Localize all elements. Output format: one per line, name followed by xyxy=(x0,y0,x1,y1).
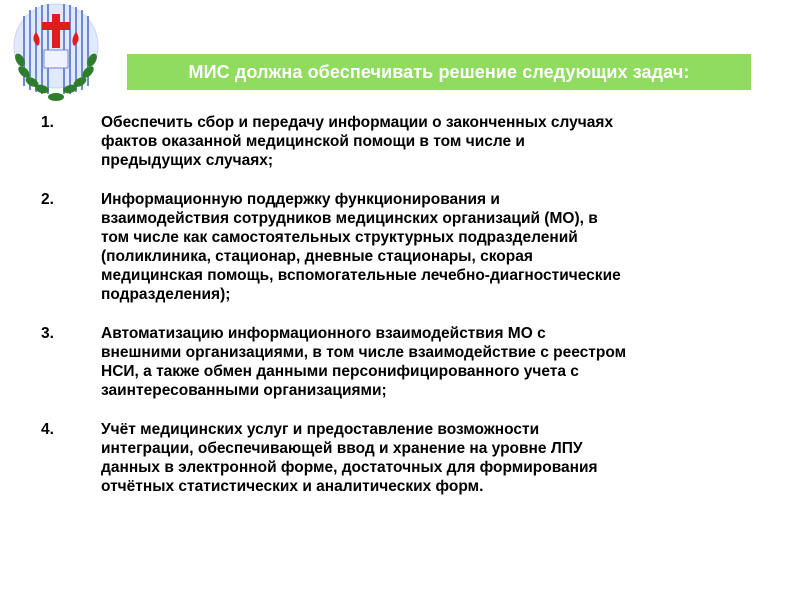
task-text: Автоматизацию информационного взаимодействия МО с внешними организациями, в том числе взаимодействие с реестром НСИ, а также обмен данными персонифицированного учета с заинтересованными организациями; xyxy=(101,325,627,399)
task-list xyxy=(0,113,800,516)
task-list-item xyxy=(0,324,800,400)
task-text: Учёт медицинских услуг и предоставление возможности интеграции, обеспечивающей ввод и хранение на уровне ЛПУ данных в электронной форме, достаточных для формирования отчётных статистических и аналитических форм. xyxy=(101,421,598,495)
task-number: 4. xyxy=(41,421,54,438)
task-list-item xyxy=(0,190,800,304)
task-text: Обеспечить сбор и передачу информации о законченных случаях фактов оказанной медицинской помощи в том числе и предыдущих случаях; xyxy=(101,114,614,169)
slide-title xyxy=(127,54,751,90)
task-number: 1. xyxy=(41,114,54,131)
medical-emblem-logo xyxy=(6,2,106,108)
task-number: 3. xyxy=(41,325,54,342)
task-list-item xyxy=(0,113,800,170)
task-text: Информационную поддержку функционирования и взаимодействия сотрудников медицинских организаций (МО), в том числе как самостоятельных структурных подразделений (поликлиника, стационар, дневные стационары, скорая медицинская помощь, вспомогательные лечебно-диагностические подразделения); xyxy=(101,191,621,303)
task-list-item xyxy=(0,420,800,496)
task-number: 2. xyxy=(41,191,54,208)
slide-title-text: МИС должна обеспечивать решение следующих задач: xyxy=(188,61,690,82)
medical-emblem-icon xyxy=(6,2,106,108)
